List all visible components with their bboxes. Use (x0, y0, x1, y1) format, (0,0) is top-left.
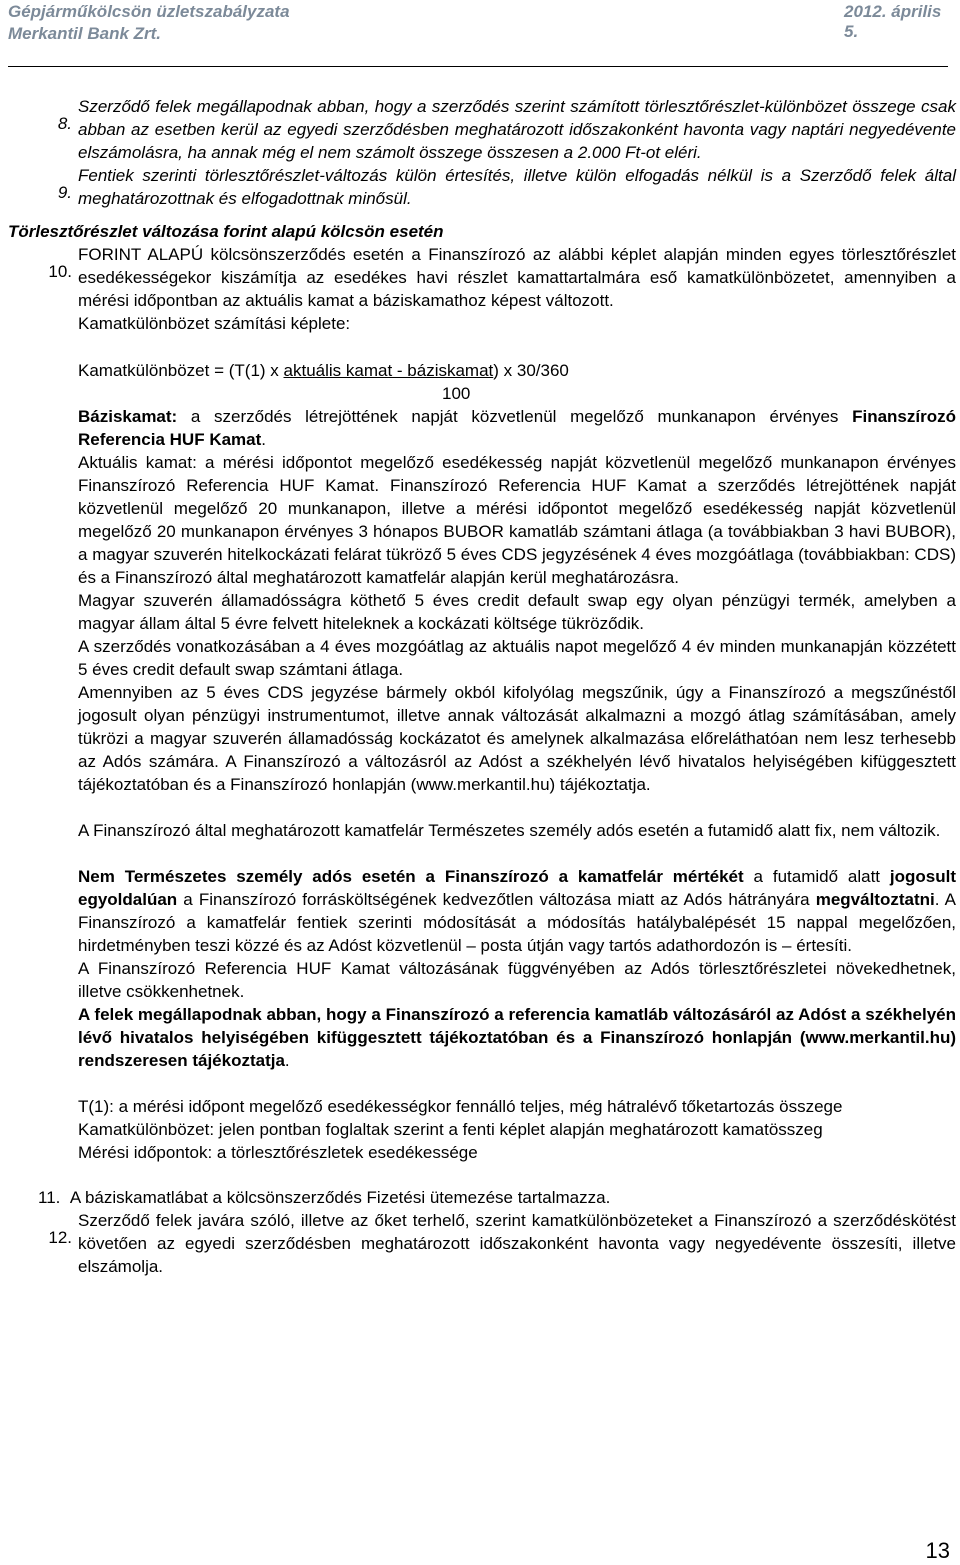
formula: Kamatkülönbözet = (T(1) x aktuális kamat - báziskamat) x 30/360 (78, 361, 569, 380)
def-cds-replacement: Amennyiben az 5 éves CDS jegyzése bármely okból kifolyólag megszűnik, úgy a Finanszírozó a megszűnéstől jogosult olyan pénzügyi instrumentumot, illetve annak változását alkalmazni a mozgó átlag számításában, amely tükrözi a magyar szuverén államadósság kockázatot és amelynek alkalmazása előreláthatóan nem lesz terhesebb az Adós számára. A Finanszírozó a változásról az Adóst a székhelyén lévő hivatalos helyiségében kifüggesztett tájékoztatóban és a Finanszírozó honlapján (www.merkantil.hu) tájékoztatja. (78, 683, 956, 794)
note-t1: T(1): a mérési időpont megelőző esedékességkor fennálló teljes, még hátralévő tőketartozás összege (78, 1097, 843, 1116)
item-12-text: Szerződő felek javára szóló, illetve az őket terhelő, szerint kamatkülönbözeteket a Finanszírozó a szerződéskötést követően az egyedi szerződésben meghatározott időszakonként havonta vagy negyedévente összesíti, illetve elszámolja. (78, 1211, 956, 1276)
felek-paragraph: A felek megállapodnak abban, hogy a Finanszírozó a referencia kamatláb változásáról az Adóst a székhelyén lévő hivatalos helyiségében kifüggesztett tájékoztatóban és a Finanszírozó honlapján (www.merkantil.hu) rendszeresen tájékoztatja. (78, 1005, 956, 1070)
def-kamatfelar: A Finanszírozó által meghatározott kamatfelár Természetes személy adós esetén a futamidő alatt fix, nem változik. (78, 821, 941, 840)
section-heading: Törlesztőrészlet változása forint alapú kölcsön esetén (8, 222, 444, 241)
def-moving-average: A szerződés vonatkozásában a 4 éves mozgóátlag az aktuális napot megelőző 4 év minden munkanapján közzétett 5 éves credit default swap számtani átlaga. (78, 637, 956, 679)
formula-denominator: 100 (442, 384, 471, 403)
item-9-text: Fentiek szerinti törlesztőrészlet-változás külön értesítés, illetve külön elfogadás nélkül is a Szerződő felek által meghatározottnak és elfogadottnak minősül. (78, 166, 956, 208)
def-cds: Magyar szuverén államadósságra köthető 5 éves credit default swap egy olyan pénzügyi termék, amelyben a magyar állam által 5 évre felvett hiteleknek a kockázati költsége tükröződik. (78, 591, 956, 633)
header-date: 2012. április 5. (844, 2, 942, 41)
formula-intro: Kamatkülönbözet számítási képlete: (78, 314, 351, 333)
page-number: 13 (925, 1538, 950, 1563)
referencia-paragraph: A Finanszírozó Referencia HUF Kamat változásának függvényében az Adós törlesztőrészletei növekedhetnek, illetve csökkenhetnek. (78, 959, 956, 1001)
item-9: 9. Fentiek szerinti törlesztőrészlet-változás külön értesítés, illetve külön elfogadás nélkül is a Szerződő felek által meghatározottnak és elfogadottnak minősül. (57, 166, 956, 208)
item-12: 12. Szerződő felek javára szóló, illetve az őket terhelő, szerint kamatkülönbözeteket a Finanszírozó a szerződéskötést követően az egyedi szerződésben meghatározott időszakonként havonta vagy negyedévente összesíti, illetve elszámolja. (48, 1211, 956, 1276)
item-10-text: FORINT ALAPÚ kölcsönszerződés esetén a Finanszírozó az alábbi képlet alapján minden egyes törlesztőrészlet esedékességekor kiszámítja az esedékes havi részlet kamattartalmára eső kamatkülönbözetet, amennyiben a mérési időpontban az aktuális kamat a báziskamathoz képest változott. (78, 245, 956, 310)
note-kamatkulonbozet: Kamatkülönbözet: jelen pontban foglaltak szerint a fenti képlet alapján meghatározott kamatösszeg (78, 1120, 823, 1139)
formula-numerator: aktuális kamat - báziskamat (283, 361, 494, 380)
header-title: Gépjárműkölcsön üzletszabályzata (8, 2, 290, 21)
nem-termeszetes-paragraph: Nem Természetes személy adós esetén a Finanszírozó a kamatfelár mértékét a futamidő alatt jogosult egyoldalúan a Finanszírozó forrásköltségének kedvezőtlen változása miatt az Adós hátrányára megváltoztatni. A Finanszírozó a kamatfelár fentiek szerinti módosítását a módosítás hatálybalépését 15 nappal megelőzően, hirdetményben teszi közzé és az Adóst közvetlenül – posta útján vagy tartós adathordozón is – értesíti. (78, 867, 956, 955)
header-rule (8, 66, 948, 67)
document-body (8, 95, 956, 1278)
item-10: 10. FORINT ALAPÚ kölcsönszerződés esetén a Finanszírozó az alábbi képlet alapján minden egyes törlesztőrészlet esedékességekor kiszámítja az esedékes havi részlet kamattartalmára eső kamatkülönbözetet, amennyiben a mérési időpontban az aktuális kamat a báziskamathoz képest változott. (48, 245, 956, 310)
item-8: 8. Szerződő felek megállapodnak abban, hogy a szerződés szerint számított törlesztőrészlet-különbözet összege csak abban az esetben kerül az egyedi szerződésben meghatározott időszakonként havonta vagy naptári negyedévente elszámolásra, ha annak még el nem számolt összege összesen a 2.000 Ft-ot eléri. (57, 97, 956, 162)
def-aktualis-kamat: Aktuális kamat: a mérési időpontot megelőző esedékesség napját közvetlenül megelőző munkanapon érvényes Finanszírozó Referencia HUF Kamat. Finanszírozó Referencia HUF Kamat a szerződés létrejöttének napját közvetlenül megelőző 20 munkanapon, illetve a mérési időpontot megelőző esedékesség napját közvetlenül megelőző 20 munkanapon érvényes 3 hónapos BUBOR kamatláb számtani átlaga (a továbbiakban 3 havi BUBOR), a magyar szuverén hitelkockázati felárat tükröző 5 éves CDS jegyzésének 4 éves mozgóátlaga (továbbiakban: CDS) és a Finanszírozó által meghatározott kamatfelár alapján kerül meghatározásra. (78, 453, 956, 587)
item-8-text: Szerződő felek megállapodnak abban, hogy a szerződés szerint számított törlesztőrészlet-különbözet összege csak abban az esetben kerül az egyedi szerződésben meghatározott időszakonként havonta vagy naptári negyedévente elszámolásra, ha annak még el nem számolt összege összesen a 2.000 Ft-ot eléri. (78, 97, 956, 162)
item-11 (38, 1186, 956, 1209)
def-baziskamat: Báziskamat: a szerződés létrejöttének napját közvetlenül megelőző munkanapon érvényes Finanszírozó Referencia HUF Kamat. (78, 407, 956, 449)
item-11-number: 11. (38, 1188, 61, 1207)
item-11-text: A báziskamatlábat a kölcsönszerződés Fizetési ütemezése tartalmazza. (69, 1188, 611, 1207)
note-meresi-idopontok: Mérési időpontok: a törlesztőrészletek esedékessége (78, 1143, 478, 1162)
header-bank-name: Merkantil Bank Zrt. (8, 24, 162, 43)
